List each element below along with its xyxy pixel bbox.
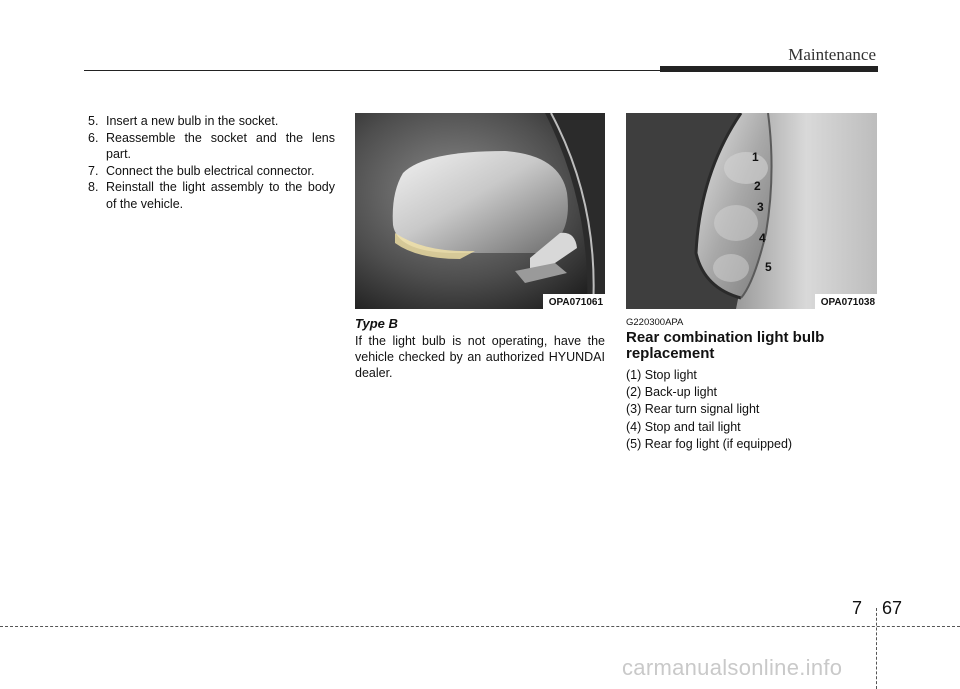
side-mirror-photo [355, 113, 605, 309]
part-item: (2) Back-up light [626, 385, 718, 400]
callout-3: 3 [757, 200, 764, 214]
footer-divider [876, 608, 877, 689]
part-item: (5) Rear fog light (if equipped) [626, 436, 793, 451]
part-item: (4) Stop and tail light [626, 419, 741, 434]
type-label: Type B [355, 316, 398, 331]
step-text: Connect the bulb electrical connector. [106, 163, 315, 178]
header-rule-thick [660, 66, 878, 72]
section-heading: Rear combination light bulb replacement [626, 329, 825, 362]
parts-list [626, 367, 792, 453]
footer-rule [0, 626, 960, 627]
step-number: 5. [88, 114, 99, 128]
steps-list [88, 113, 335, 212]
header-rule [84, 70, 660, 71]
step-item [88, 130, 335, 163]
callout-2: 2 [754, 179, 761, 193]
callout-5: 5 [765, 260, 772, 274]
watermark: carmanualsonline.info [622, 655, 843, 680]
step-item [88, 163, 335, 180]
part-item: (3) Rear turn signal light [626, 402, 760, 417]
part-item: (1) Stop light [626, 368, 697, 382]
chapter-number: 7 [852, 598, 863, 618]
figure-code: OPA071061 [543, 294, 605, 309]
callout-4: 4 [759, 231, 766, 245]
step-item [88, 113, 335, 130]
side-mirror-illustration [355, 113, 605, 309]
step-item [88, 179, 335, 212]
step-number: 8. [88, 180, 99, 194]
callout-1: 1 [752, 150, 759, 164]
step-text: Reinstall the light assembly to the body of the vehicle. [106, 180, 335, 211]
section-code: G220300APA [626, 317, 684, 328]
figure-code: OPA071038 [815, 294, 877, 309]
rear-light-photo [626, 113, 877, 309]
step-number: 6. [88, 130, 99, 145]
page-number: 67 [882, 598, 903, 618]
step-text: Insert a new bulb in the socket. [106, 114, 279, 128]
step-number: 7. [88, 163, 99, 178]
section-title: Maintenance [788, 45, 876, 64]
rear-combination-light-illustration [626, 113, 877, 309]
type-body-text: If the light bulb is not operating, have the vehicle checked by an authorized HYUNDAI dealer. [355, 334, 605, 380]
step-text: Reassemble the socket and the lens part. [106, 130, 335, 161]
